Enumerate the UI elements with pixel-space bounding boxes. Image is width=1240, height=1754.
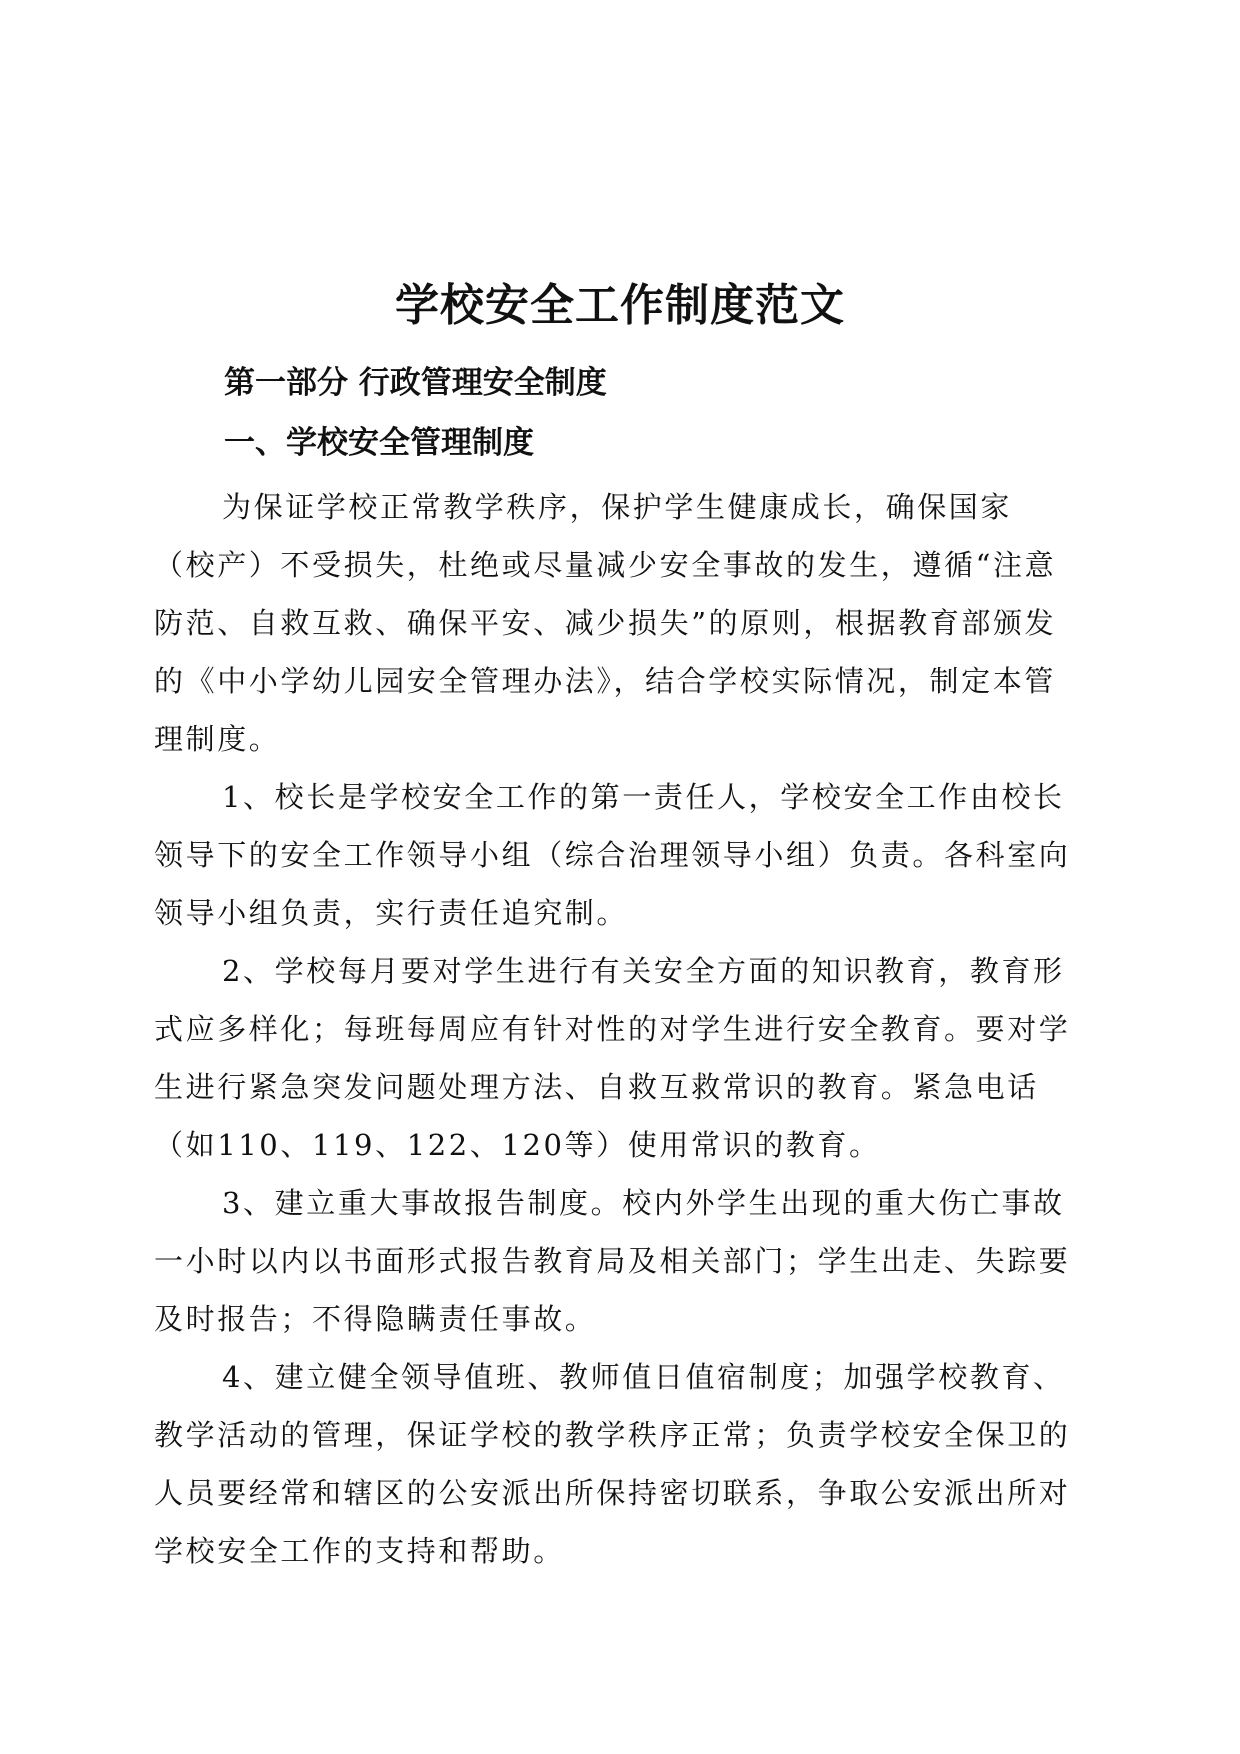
section-heading: 一、学校安全管理制度 xyxy=(224,425,534,461)
body-text xyxy=(154,478,1074,1580)
part-heading: 第一部分 行政管理安全制度 xyxy=(224,365,607,401)
intro-paragraph: 为保证学校正常教学秩序，保护学生健康成长，确保国家（校产）不受损失，杜绝或尽量减少安全事故的发生，遵循“注意防范、自救互救、确保平安、减少损失”的原则，根据教育部颁发的《中小学幼儿园安全管理办法》，结合学校实际情况，制定本管理制度。 xyxy=(154,490,1057,756)
document-title: 学校安全工作制度范文 xyxy=(395,280,845,331)
rule-paragraph-1: 1、校长是学校安全工作的第一责任人，学校安全工作由校长领导下的安全工作领导小组（综合治理领导小组）负责。各科室向领导小组负责，实行责任追究制。 xyxy=(154,780,1071,930)
rule-paragraph-2: 2、学校每月要对学生进行有关安全方面的知识教育，教育形式应多样化；每班每周应有针对性的对学生进行安全教育。要对学生进行紧急突发问题处理方法、自救互救常识的教育。紧急电话（如110、119、122、120等）使用常识的教育。 xyxy=(154,954,1071,1162)
rule-paragraph-3: 3、建立重大事故报告制度。校内外学生出现的重大伤亡事故一小时以内以书面形式报告教育局及相关部门；学生出走、失踪要及时报告；不得隐瞒责任事故。 xyxy=(154,1186,1071,1336)
rule-paragraph-4: 4、建立健全领导值班、教师值日值宿制度；加强学校教育、教学活动的管理，保证学校的教学秩序正常；负责学校安全保卫的人员要经常和辖区的公安派出所保持密切联系，争取公安派出所对学校安全工作的支持和帮助。 xyxy=(154,1360,1071,1568)
